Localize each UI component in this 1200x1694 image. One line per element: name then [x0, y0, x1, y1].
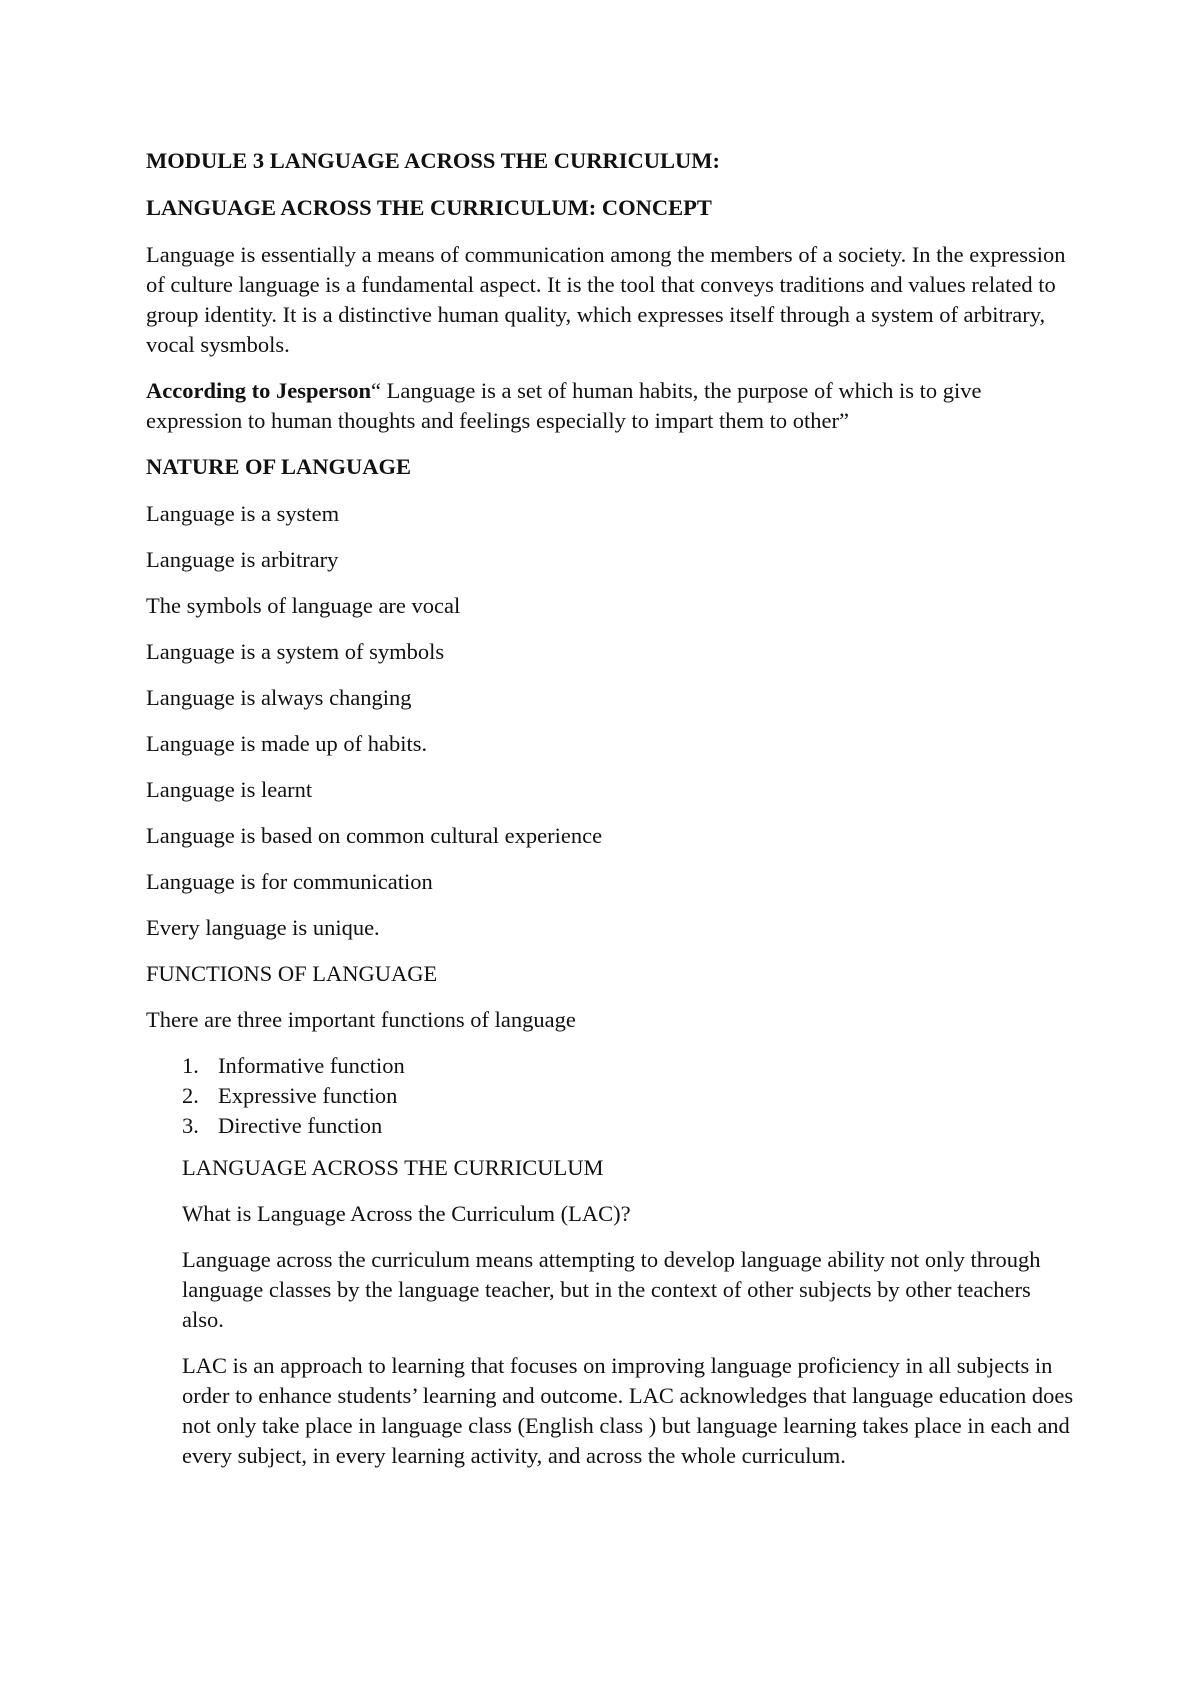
- module-title: MODULE 3 LANGUAGE ACROSS THE CURRICULUM:: [146, 148, 721, 173]
- list-number: 3.: [182, 1113, 199, 1138]
- nature-item: Language is always changing: [146, 685, 412, 710]
- functions-list-item: [146, 1051, 1076, 1081]
- nature-item: Language is a system: [146, 501, 340, 526]
- quote-text: “ Language is a set of human habits, the purpose of which is to give expression to human thoughts and feelings especially to impart them to other”: [146, 378, 982, 433]
- section-heading-concept: LANGUAGE ACROSS THE CURRICULUM: CONCEPT: [146, 195, 712, 220]
- quote-label: According to Jesperson: [146, 378, 371, 403]
- document-body: [146, 146, 1076, 1487]
- lac-paragraph-1: Language across the curriculum means attempting to develop language ability not only through language classes by the language teacher, but in the context of other subjects by other teachers also.: [182, 1247, 1041, 1332]
- nature-item: Every language is unique.: [146, 915, 380, 940]
- quote-paragraph: [146, 376, 1076, 436]
- nature-item: Language is based on common cultural experience: [146, 823, 603, 848]
- section-heading-nature: NATURE OF LANGUAGE: [146, 454, 412, 479]
- functions-list-item: [146, 1111, 1076, 1141]
- nature-item: Language is learnt: [146, 777, 313, 802]
- list-number: 1.: [182, 1053, 199, 1078]
- list-number: 2.: [182, 1083, 199, 1108]
- lac-paragraph-2: LAC is an approach to learning that focuses on improving language proficiency in all subjects in order to enhance students’ learning and outcome. LAC acknowledges that language education does not only take place in language class (English class ) but language learning takes place in each and every subject, in every learning activity, and across the whole curriculum.: [182, 1353, 1074, 1468]
- list-text: Expressive function: [218, 1083, 398, 1108]
- nature-item: Language is arbitrary: [146, 547, 339, 572]
- functions-intro: There are three important functions of language: [146, 1007, 576, 1032]
- section-heading-functions: FUNCTIONS OF LANGUAGE: [146, 961, 438, 986]
- list-text: Informative function: [218, 1053, 405, 1078]
- nature-item: Language is for communication: [146, 869, 433, 894]
- nature-item: Language is made up of habits.: [146, 731, 428, 756]
- functions-list-item: [146, 1081, 1076, 1111]
- functions-list: [146, 1051, 1076, 1141]
- lac-question: What is Language Across the Curriculum (LAC)?: [182, 1201, 631, 1226]
- section-heading-lac: LANGUAGE ACROSS THE CURRICULUM: [182, 1155, 604, 1180]
- intro-paragraph: Language is essentially a means of communication among the members of a society. In the expression of culture language is a fundamental aspect. It is the tool that conveys traditions and values related to group identity. It is a distinctive human quality, which expresses itself through a system of arbitrary, vocal sysmbols.: [146, 242, 1066, 357]
- nature-item: Language is a system of symbols: [146, 639, 445, 664]
- list-text: Directive function: [218, 1113, 383, 1138]
- nature-item: The symbols of language are vocal: [146, 593, 461, 618]
